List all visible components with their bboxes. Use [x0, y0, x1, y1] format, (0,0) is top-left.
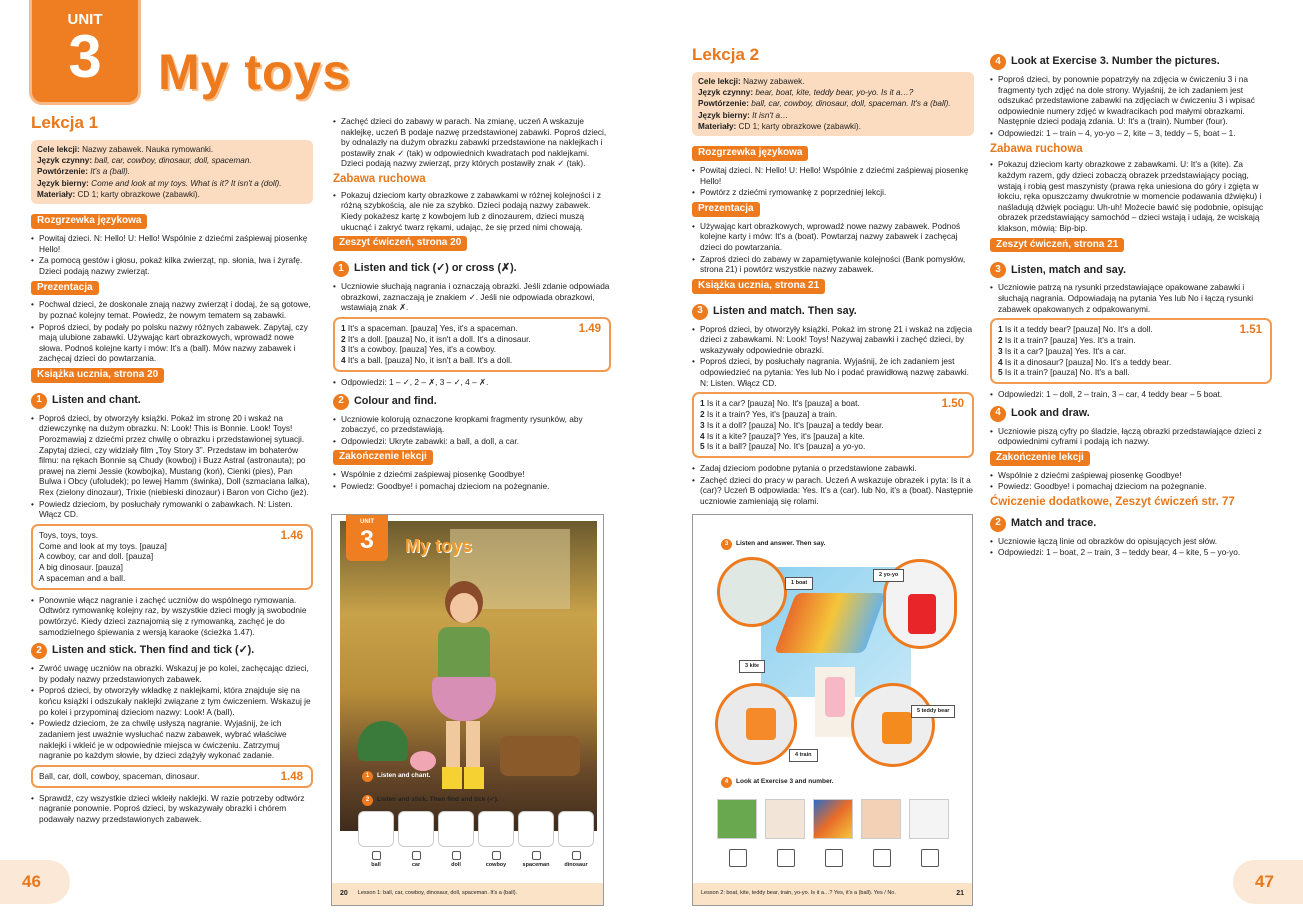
l1-list-2 [31, 299, 313, 364]
track-line: 1 Is it a car? [pauza] No. It's [pauza] a boat. [700, 398, 860, 409]
l1-list-1 [31, 233, 313, 276]
bullet-item: • Poproś dzieci, by posłuchały nagrania. Wyjaśnij, że ich zadaniem jest odpowiedzieć na pytania: Yes lub No i podać prawidłową nazwę zabawki. N: Listen. Włącz CD. [692, 356, 974, 388]
bullet-item: • Powitaj dzieci. N: Hello! U: Hello! Wspólnie z dziećmi zaśpiewaj piosenkę Hello! [31, 233, 313, 254]
sb21-footer-text: Lesson 2: boat, kite, teddy bear, train, yo-yo. Is it a…? Yes, it's a (ball). Yes / No. [701, 890, 896, 897]
bullet-item: • Odpowiedzi: 1 – ✓, 2 – ✗, 3 – ✓, 4 – ✗. [333, 377, 611, 388]
heading-movement-game: Zabawa ruchowa [990, 142, 1083, 155]
lesson1-title: Lekcja 1 [31, 113, 99, 132]
photo-tag: 1 boat [785, 577, 813, 590]
answer-box[interactable] [921, 849, 939, 867]
track-line: A cowboy, car and doll. [pauza] [39, 551, 154, 562]
bullet-item: • Używając kart obrazkowych, wprowadź nowe nazwy zabawek. Podnoś kolejne karty i mów: It's a (boat). Powtarzaj nazwy zabawek i zachęcaj dzieci do powtarzania. [692, 221, 974, 253]
track-line: 2 Is it a train? Yes, it's [pauza] a train. [700, 409, 838, 420]
track-line: 4 Is it a dinosaur? [pauza] No. It's a teddy bear. [998, 356, 1172, 367]
tick-box[interactable] [412, 851, 421, 860]
track-line: 4 It's a ball. [pauza] No, it isn't a ball. It's a doll. [341, 355, 513, 366]
exercise-number: 3 [990, 262, 1006, 278]
sb21-ex4-title: Look at Exercise 3 and number. [736, 778, 834, 786]
sb20-unit-label: UNIT [360, 519, 374, 525]
sticker-slot [358, 811, 394, 847]
exercise-2-heading [333, 394, 611, 410]
bullet-item: • Odpowiedzi: Ukryte zabawki: a ball, a doll, a car. [333, 436, 611, 447]
track-lines [700, 398, 966, 452]
track-line: 5 Is it a train? [pauza] No. It's a ball. [998, 367, 1130, 378]
toy-dinosaur [358, 721, 408, 761]
toy-group-right [500, 736, 580, 776]
track-line: Come and look at my toys. [pauza] [39, 540, 167, 551]
sb21-ex3-title: Listen and answer. Then say. [736, 540, 826, 548]
bullet-item: • Powitaj dzieci. N: Hello! U: Hello! Wspólnie z dziećmi zaśpiewaj piosenkę Hello! [692, 165, 974, 186]
track-number: 1.48 [280, 770, 303, 783]
c4-list-1 [990, 74, 1272, 139]
sb21-footer [693, 883, 972, 905]
bullet-item: • Za pomocą gestów i głosu, pokaż kilka zwierząt, np. słonia, lwa i żyrafę. Dzieci podają nazwy zwierząt. [31, 255, 313, 276]
column-lesson2 [692, 44, 974, 508]
track-line: 1 It's a spaceman. [pauza] Yes, it's a spaceman. [341, 322, 518, 333]
crop-teddy [861, 799, 901, 839]
unit-number: 3 [68, 23, 102, 91]
crop-train [717, 799, 757, 839]
bullet-item: • Uczniowie łączą linie od obrazków do opisujących jest słów. [990, 536, 1272, 547]
sticker-slot [518, 811, 554, 847]
track-line: 3 Is it a car? [pauza] Yes. It's a car. [998, 345, 1126, 356]
heading-extra-exercise: Ćwiczenie dodatkowe, Zeszyt ćwiczeń str. 77 [990, 496, 1235, 509]
answer-box[interactable] [777, 849, 795, 867]
girl-figure [428, 581, 498, 791]
track-line: 2 Is it a train? [pauza] Yes. It's a train. [998, 335, 1136, 346]
l2-list-1 [692, 165, 974, 198]
crop-yoyo [765, 799, 805, 839]
bullet-item: • Poproś dzieci, by otworzyły wkładkę z naklejkami, która znajduje się na końcu książki i odszukały naklejki związane z tym ćwiczeniem. Wskazuj je po kolei i przypominaj dzieciom nazwy: Look! A (ball). [31, 685, 313, 717]
bullet-item: • Zaproś dzieci do zabawy w zapamiętywanie kolejności (Bank pomysłów, strona 21) i powtórz wszystkie nazwy zabawek. [692, 254, 974, 275]
bullet-item: • Pokazuj dzieciom karty obrazkowe z zabawkami. U: It's a (kite). Za każdym razem, gdy dzieci zobaczą obrazek przedstawiający pociąg, wstają i robią gest maszynisty (prawa ręka uniesiona do góry i zgięta w łokciu, ręka opuszczamy dwukrotnie w momencie podawania dźwięku) i naśladują dźwięk pociągu: Uh-uh! Możecie bawić się podobnie, opisując obrazek przedstawiający samochód – dzieci wstają i udają, że wciskają klakson, mówią: Bip-bip. [990, 159, 1272, 233]
sticker-label: dinosaur [558, 851, 594, 869]
section-students-book-21: Książka ucznia, strona 21 [692, 279, 825, 294]
photo-tag: 2 yo-yo [873, 569, 904, 582]
c2-list-6 [333, 469, 611, 491]
bullet-item: • Zwróć uwagę uczniów na obrazki. Wskazuj je po kolei, zachęcając dzieci, by podały nazwy przedstawionych zabawek. [31, 663, 313, 684]
bullet-item: • Pokazuj dzieciom karty obrazkowe z zabawkami w różnej kolejności i z różną szybkością, ale nie za szybko. Dzieci podają nazwy zabawek. Kiedy pokażesz kartę z kowbojem lub z dinozaurem, dzieci muszą ukucnąć i zakryć twarz rękami, udając, że się przed nimi chowają. [333, 190, 611, 232]
lesson2-title: Lekcja 2 [692, 45, 760, 64]
section-workbook-21: Zeszyt ćwiczeń, strona 21 [990, 238, 1124, 253]
c2-list-2 [333, 190, 611, 232]
track-box-146 [31, 524, 313, 590]
bullet-item: • Powtórz z dziećmi rymowankę z poprzedniej lekcji. [692, 187, 974, 198]
exercise-title: Look and draw. [1011, 406, 1090, 419]
track-number: 1.50 [941, 398, 964, 411]
exercise-1-heading [333, 261, 611, 277]
sticker-label: spaceman [518, 851, 554, 869]
track-line: A spaceman and a ball. [39, 573, 126, 584]
c4-list-3 [990, 282, 1272, 314]
sb20-page-number: 20 [340, 889, 348, 897]
track-line: 2 It's a doll. [pauza] No, it isn't a doll. It's a dinosaur. [341, 333, 531, 344]
track-number: 1.49 [578, 322, 601, 335]
exercise-2-heading [31, 643, 313, 659]
column-4 [990, 54, 1272, 559]
lesson1-summary [31, 140, 313, 205]
bullet-item: • Powiedz: Goodbye! i pomachaj dzieciom na pożegnanie. [333, 481, 611, 492]
tick-box[interactable] [572, 851, 581, 860]
photo-girl-kite [815, 667, 855, 737]
summary-row: Język czynny: ball, car, cowboy, dinosaur, doll, spaceman. [37, 156, 252, 166]
bullet-item: • Uczniowie patrzą na rysunki przedstawiające opakowane zabawki i słuchają nagrania. Odpowiadają na pytania Yes lub No i łączą rysunki zabawek opakowanych z odpakowanymi. [990, 282, 1272, 314]
sticker-slot [398, 811, 434, 847]
section-warmup: Rozgrzewka językowa [692, 146, 808, 161]
bullet-item: • Ponownie włącz nagranie i zachęć uczniów do wspólnego rymowania. Odtwórz rymowankę kolejny raz, by wszystkie dzieci mogły ją swobodnie powtórzyć. Kiedy dzieci zaznajomią się z rymowanką, zachęć je do samodzielnego śpiewania z wersją karaoke (ścieżka 1.47). [31, 595, 313, 637]
photo-tag: 4 train [789, 749, 818, 762]
bullet-item: • Zachęć dzieci do pracy w parach. Uczeń A wskazuje obrazek i pyta: Is it a (car)? Uczeń B odpowiada: Yes. It's a (car). lub No, it's a (boat). Następnie uczniowie zamieniają się rolami. [692, 475, 974, 507]
column-lesson1 [31, 112, 313, 825]
crop-boat [909, 799, 949, 839]
unit-badge [32, 0, 138, 102]
exercise-title: Colour and find. [354, 394, 437, 407]
l1-list-4 [31, 595, 313, 637]
l1-list-5 [31, 663, 313, 760]
summary-row: Materiały: CD 1; karty obrazkowe (zabawki). [37, 190, 200, 199]
bullet-item: • Uczniowie piszą cyfry po śladzie, łączą obrazki przedstawiające dzieci z odpowiednimi cyframi i podają ich nazwy. [990, 426, 1272, 447]
bullet-item: • Uczniowie słuchają nagrania i oznaczają obrazki. Jeśli zdanie odpowiada obrazkowi, zaznaczają je znakiem ✓. Jeśli nie odpowiada obrazkowi, wstawiają znak ✗. [333, 281, 611, 313]
bullet-item: • Odpowiedzi: 1 – doll, 2 – train, 3 – car, 4 teddy bear – 5 boat. [990, 389, 1272, 400]
bullet-item: • Wspólnie z dziećmi zaśpiewaj piosenkę Goodbye! [990, 470, 1272, 481]
track-line: Toys, toys, toys. [39, 529, 99, 540]
track-line: 4 Is it a kite? [pauza]? Yes, it's [pauza] a kite. [700, 430, 865, 441]
sticker-label: cowboy [478, 851, 514, 869]
exercise-number: 4 [990, 54, 1006, 70]
bullet-item: • Poproś dzieci, by ponownie popatrzyły na zdjęcia w ćwiczeniu 3 i na fragmenty tych zdjęć na dole strony. Wyjaśnij, że ich zadaniem jest odszukać przedstawione zabawki na zdjęciach w ćwiczeniu 3 i wpisać odpowiednie numery zdjęć w kwadracikach pod małymi obrazkami. Następnie dzieci podają zdania. U: It's a (train). Number (four). [990, 74, 1272, 127]
bullet-item: • Zachęć dzieci do zabawy w parach. Na zmianę, uczeń A wskazuje naklejkę, uczeń B podaje nazwę przedstawionej zabawki. Poproś dzieci, by odnalazły na dużym obrazku zabawki przedstawione na naklejkach i postawiły znak ✓ (tak) w odpowiednich kwadratach pod naklejkami. Dzieci podają nazwy zwierząt, przy których postawiły znak ✓ (tak). [333, 116, 611, 169]
track-lines [341, 323, 603, 366]
summary-row: Cele lekcji: Nazwy zabawek. Nauka rymowanki. [37, 144, 214, 154]
track-box-149 [333, 317, 611, 372]
c2-list-5 [333, 414, 611, 447]
sb20-label-row [358, 851, 594, 869]
l1-list-3 [31, 413, 313, 520]
exercise-4-heading [990, 54, 1272, 70]
sticker-label: ball [358, 851, 394, 869]
section-presentation: Prezentacja [31, 281, 99, 296]
bullet-item: • Odpowiedzi: 1 – boat, 2 – train, 3 – teddy bear, 4 – kite, 5 – yo-yo. [990, 547, 1272, 558]
sb20-unit-number: 3 [360, 525, 374, 554]
tick-box[interactable] [452, 851, 461, 860]
exercise-title: Listen and tick (✓) or cross (✗). [354, 262, 517, 275]
track-line: Ball, car, doll, cowboy, spaceman, dinosaur. [39, 770, 200, 781]
answer-box[interactable] [873, 849, 891, 867]
sticker-label: car [398, 851, 434, 869]
sb20-photo [340, 521, 597, 831]
section-presentation: Prezentacja [692, 202, 760, 217]
l1-list-6 [31, 793, 313, 825]
sb20-footer [332, 883, 603, 905]
track-line: 3 It's a cowboy. [pauza] Yes, it's a cowboy. [341, 344, 497, 355]
sticker-slot [438, 811, 474, 847]
bullet-item: • Zadaj dzieciom podobne pytania o przedstawione zabawki. [692, 463, 974, 474]
track-number: 1.46 [280, 529, 303, 542]
bullet-item: • Pochwal dzieci, że doskonale znają nazwy zwierząt i dodaj, że są gotowe, by poznać kolejny temat. Powiedz, że nowym tematem są zabawki. [31, 299, 313, 320]
sticker-label: doll [438, 851, 474, 869]
bullet-item: • Poproś dzieci, by otworzyły książki. Pokaż im stronę 20 i wskaż na dziewczynkę na dużym obrazku. N: Look! This is Bonnie. Look! Toys! Porozmawiaj z dziećmi przez chwilę o obrazku i przedstawionej sytuacji. Zapytaj dzieci, czy widziały film „Toy Story 3”. Przedstaw im bohaterów filmu: na rękach Bonnie są Chudy (kowboj) i Buzz Astral (astronauta); po prawej na ziemi Jessie (kowbojka), Mustang (koń), Cienki (pies), Pan Bulwa i Obcy (ufoludek); po lewej Hamm (świnka), Doll (szmaciana lalka), Rex (zielony dinozaur), Trixie (niebieski dinozaur) i Baron von Cicho (jeż). [31, 413, 313, 498]
section-lesson-end: Zakończenie lekcji [333, 450, 433, 465]
photo-boy-boat [717, 557, 787, 627]
sb21-ex3: 3 Listen and answer. Then say. [721, 539, 825, 550]
l2-list-3 [692, 324, 974, 389]
exercise-4b-heading [990, 406, 1272, 422]
c4-list-2 [990, 159, 1272, 233]
c4-list-5 [990, 426, 1272, 447]
c4-list-7 [990, 536, 1272, 558]
sb20-title: My toys [405, 536, 473, 556]
exercise-title: Listen, match and say. [1011, 263, 1127, 276]
unit-label: UNIT [67, 11, 103, 28]
sb20-stickers [358, 811, 594, 847]
lesson2-summary [692, 72, 974, 137]
bullet-item: • Poproś dzieci, by podały po polsku nazwy różnych zabawek. Zapytaj, czy mają ulubione zabawki. Używając kart obrazkowych, wprowadź nowe słowa. Podnoś kolejne karty i mów: It's a (ball). Mów nazwy zabawek i zachęcaj dzieci do powtarzania. [31, 322, 313, 364]
sb20-unit-badge [346, 515, 388, 561]
bullet-item: • Wspólnie z dziećmi zaśpiewaj piosenkę Goodbye! [333, 469, 611, 480]
students-book-page-21 [692, 514, 973, 906]
bullet-item: • Poproś dzieci, by otworzyły książki. Pokaż im stronę 21 i wskaż na zdjęcia dzieci z zabawkami. N: Look! Toys! Nazywaj zabawki i zachęć dzieci, by wskazywały odpowiednie obrazki. [692, 324, 974, 356]
page-number-right: 47 [1233, 860, 1303, 904]
photo-boy-train [715, 683, 797, 765]
track-lines [39, 530, 305, 584]
c2-list-4 [333, 377, 611, 388]
exercise-number: 2 [333, 394, 349, 410]
track-line: 3 Is it a doll? [pauza] No. It's [pauza] a teddy bear. [700, 419, 884, 430]
summary-row: Powtórzenie: ball, car, cowboy, dinosaur, doll, spaceman. It's a (ball). [698, 99, 951, 109]
c4-list-6 [990, 470, 1272, 492]
exercise-title: Match and trace. [1011, 516, 1097, 529]
c2-list-1 [333, 116, 611, 169]
track-number: 1.51 [1239, 324, 1262, 337]
sticker-slot [558, 811, 594, 847]
track-box-148 [31, 765, 313, 788]
summary-row: Powtórzenie: It's a (ball). [37, 167, 131, 177]
tick-box[interactable] [492, 851, 501, 860]
toy-pig [410, 751, 436, 771]
exercise-number: 2 [990, 516, 1006, 532]
crop-kite [813, 799, 853, 839]
summary-row: Cele lekcji: Nazwy zabawek. [698, 76, 805, 86]
track-lines [998, 324, 1264, 378]
exercise-3-heading [990, 262, 1272, 278]
sb21-check-row [729, 849, 939, 867]
exercise-title: Listen and match. Then say. [713, 304, 857, 317]
students-book-page-20 [331, 514, 604, 906]
section-lesson-end: Zakończenie lekcji [990, 451, 1090, 466]
bullet-item: • Powiedz dzieciom, by posłuchały rymowanki o zabawkach. N: Listen. Włącz CD. [31, 499, 313, 520]
sb20-ex1: 1 Listen and chant. [362, 771, 430, 782]
summary-row: Język czynny: bear, boat, kite, teddy bear, yo-yo. Is it a…? [698, 88, 914, 98]
l2-list-2 [692, 221, 974, 275]
section-workbook-20: Zeszyt ćwiczeń, strona 20 [333, 236, 467, 251]
track-line: 5 Is it a ball? [pauza] No. It's [pauza] a yo-yo. [700, 441, 866, 452]
track-line: A big dinosaur. [pauza] [39, 562, 123, 573]
tick-box[interactable] [532, 851, 541, 860]
photo-tag: 3 kite [739, 660, 765, 673]
bullet-item: • Powiedz dzieciom, że za chwilę usłyszą nagranie. Wyjaśnij, że ich zadaniem jest uważnie wysłuchać nazw zabawek, wybrać właściwe naklejki i wkleić je w odpowiednie miejsca w ćwiczeniu. Zatrzymuj nagranie po każdym słowie, by dzieci zdążyły wykonać zadanie. [31, 718, 313, 760]
exercise-title: Listen and chant. [52, 393, 141, 406]
sb20-footer-text: Lesson 1: ball, car, cowboy, dinosaur, doll, spaceman. It's a (ball). [357, 890, 518, 897]
summary-row: Język bierny: Come and look at my toys. What is it? It isn't a (doll). [37, 178, 282, 188]
exercise-3-heading [692, 304, 974, 320]
page-number-left: 46 [0, 860, 70, 904]
sb21-ex4: 4 Look at Exercise 3 and number. [721, 777, 834, 788]
section-warmup: Rozgrzewka językowa [31, 214, 147, 229]
summary-row: Język bierny: It isn't a… [698, 110, 789, 120]
column-2 [333, 116, 611, 492]
exercise-2-heading [990, 516, 1272, 532]
sb21-crops [717, 799, 949, 839]
sb20-ex2: 2 Listen and stick. Then find and tick (✓). [362, 795, 499, 806]
bullet-item: • Powiedz: Goodbye! i pomachaj dzieciom na pożegnanie. [990, 481, 1272, 492]
bullet-item: • Sprawdź, czy wszystkie dzieci wkleiły naklejki. W razie potrzeby odtwórz nagranie ponownie. Poproś dzieci, by wskazywały obrazki i chórem podawały nazwy przedstawionych zabawek. [31, 793, 313, 825]
sb21-page-number: 21 [956, 889, 964, 897]
tick-box[interactable] [372, 851, 381, 860]
exercise-title: Look at Exercise 3. Number the pictures. [1011, 55, 1220, 68]
photo-tag: 5 teddy bear [911, 705, 955, 718]
c4-list-4 [990, 389, 1272, 400]
track-box-150 [692, 392, 974, 458]
sticker-slot [478, 811, 514, 847]
photo-girl-teddy [851, 683, 935, 767]
answer-box[interactable] [729, 849, 747, 867]
c2-list-3 [333, 281, 611, 313]
bullet-item: • Uczniowie kolorują oznaczone kropkami fragmenty rysunków, aby zobaczyć, co przedstawiają. [333, 414, 611, 435]
exercise-number: 1 [333, 261, 349, 277]
track-box-151 [990, 318, 1272, 384]
sb20-ex2-title: Listen and stick. Then find and tick (✓). [377, 796, 499, 804]
track-line: 1 Is it a teddy bear? [pauza] No. It's a doll. [998, 324, 1153, 335]
exercise-number: 4 [990, 406, 1006, 422]
exercise-1-heading [31, 393, 313, 409]
summary-row: Materiały: CD 1; karty obrazkowe (zabawki). [698, 122, 861, 131]
section-students-book-20: Książka ucznia, strona 20 [31, 368, 164, 383]
sb20-ex1-title: Listen and chant. [377, 772, 431, 780]
l2-list-4 [692, 463, 974, 506]
heading-movement-game: Zabawa ruchowa [333, 173, 426, 186]
page-title: My toys [158, 44, 352, 100]
exercise-number: 1 [31, 393, 47, 409]
exercise-number: 2 [31, 643, 47, 659]
exercise-number: 3 [692, 304, 708, 320]
answer-box[interactable] [825, 849, 843, 867]
exercise-title: Listen and stick. Then find and tick (✓). [52, 644, 255, 657]
bullet-item: • Odpowiedzi: 1 – train – 4, yo-yo – 2, kite – 3, teddy – 5, boat – 1. [990, 128, 1272, 139]
